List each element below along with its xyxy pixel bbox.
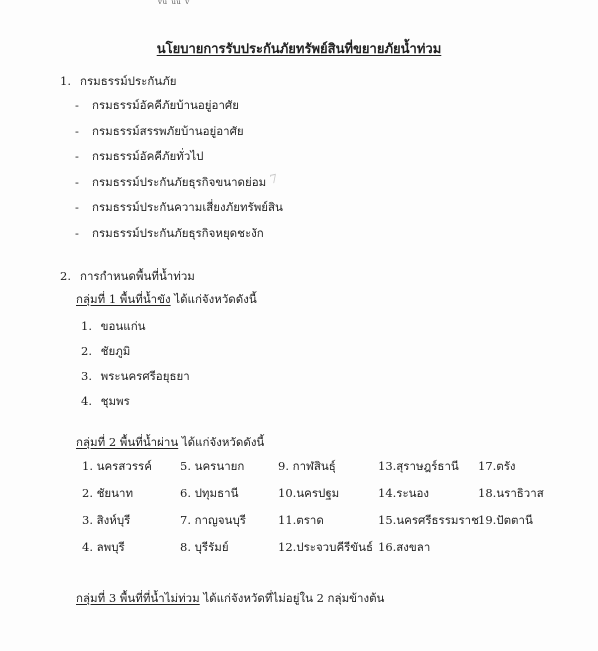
- grid-cell: 6. ปทุมธานี: [180, 486, 239, 500]
- grid-row: [82, 458, 552, 485]
- faint-mark: 7: [268, 171, 280, 187]
- grid-cell: 7. กาญจนบุรี: [180, 513, 246, 527]
- province-name: ชัยภูมิ: [100, 344, 131, 358]
- list-item-text: กรมธรรม์ประกันภัยธุรกิจขนาดย่อม: [92, 174, 267, 189]
- dash-marker: -: [75, 200, 79, 214]
- province-name: ขอนแก่น: [100, 319, 146, 333]
- dash-marker: -: [75, 149, 79, 163]
- grid-cell: 4. ลพบุรี: [82, 540, 125, 554]
- grid-cell: 2. ชัยนาท: [82, 486, 134, 500]
- grid-cell: 13.สุราษฎร์ธานี: [378, 459, 459, 473]
- section-1-number: 1.: [60, 74, 71, 88]
- group-2-province-grid: [82, 458, 552, 566]
- grid-cell: 10.นครปฐม: [278, 486, 340, 500]
- list-item: [81, 393, 190, 418]
- grid-cell: 12.ประจวบคีรีขันธ์: [278, 540, 374, 554]
- group-1-heading: [76, 291, 257, 309]
- group-2-label: กลุ่มที่ 2 พื้นที่น้ำผ่าน: [76, 435, 179, 449]
- group-1-province-list: [81, 318, 190, 418]
- grid-cell: 15.นครศรีธรรมราช: [378, 513, 479, 527]
- section-1-title: กรมธรรม์ประกันภัย: [80, 74, 177, 88]
- grid-cell: 8. บุรีรัมย์: [180, 540, 229, 554]
- list-item: [75, 123, 283, 149]
- section-2-number: 2.: [60, 269, 71, 283]
- list-number: 2.: [81, 344, 92, 358]
- grid-cell: 17.ตรัง: [478, 459, 516, 473]
- grid-cell: 14.ระนอง: [378, 486, 430, 500]
- grid-cell: 18.นราธิวาส: [478, 486, 544, 500]
- section-2-title: การกำหนดพื้นที่น้ำท่วม: [80, 269, 195, 283]
- dash-marker: -: [75, 123, 79, 138]
- grid-cell: 11.ตราด: [278, 513, 324, 527]
- dash-marker: -: [75, 98, 79, 112]
- group-3-label: กลุ่มที่ 3 พื้นที่ที่น้ำไม่ท่วม: [76, 591, 200, 605]
- list-item-text: กรมธรรม์สรรพภัยบ้านอยู่อาศัย: [92, 123, 244, 138]
- grid-cell: 5. นครนายก: [180, 459, 245, 473]
- list-number: 1.: [81, 319, 92, 333]
- list-item-text: กรมธรรม์ประกันภัยธุรกิจหยุดชะงัก: [92, 225, 264, 240]
- list-number: 4.: [81, 394, 92, 408]
- grid-cell: 3. สิงห์บุรี: [82, 513, 131, 527]
- group-2-heading: [76, 434, 264, 452]
- province-name: ชุมพร: [100, 394, 130, 408]
- group-3-heading: [76, 590, 384, 608]
- group-1-desc: ได้แก่จังหวัดดังนี้: [170, 292, 257, 306]
- grid-row: [82, 539, 552, 566]
- grid-cell: 19.ปัตตานี: [478, 513, 533, 527]
- grid-cell: 9. กาฬสินธุ์: [278, 459, 336, 473]
- grid-row: [82, 512, 552, 539]
- group-2-desc: ได้แก่จังหวัดดังนี้: [178, 435, 265, 449]
- section-1-heading: [60, 73, 176, 91]
- list-item: [81, 318, 190, 343]
- policy-list: [75, 97, 283, 250]
- group-1-label: กลุ่มที่ 1 พื้นที่น้ำขัง: [76, 292, 171, 306]
- section-2-heading: [60, 268, 195, 286]
- grid-cell: 16.สงขลา: [378, 540, 431, 554]
- list-item: [75, 97, 283, 123]
- dash-marker: -: [75, 174, 79, 189]
- province-name: พระนครศรีอยุธยา: [100, 369, 190, 383]
- cropped-header-fragment: ᵥᵤ ᵤᵤ ᵥ: [158, 0, 190, 7]
- list-item: [81, 343, 190, 368]
- list-number: 3.: [81, 369, 92, 383]
- list-item: [75, 225, 283, 251]
- list-item: [75, 148, 283, 174]
- list-item: [75, 174, 283, 200]
- list-item-text: กรมธรรม์อัคคีภัยบ้านอยู่อาศัย: [92, 98, 239, 112]
- group-3-desc: ได้แก่จังหวัดที่ไม่อยู่ใน 2 กลุ่มข้างต้น: [199, 591, 385, 605]
- dash-marker: -: [75, 225, 79, 240]
- list-item: [75, 199, 283, 225]
- document-title: นโยบายการรับประกันภัยทรัพย์สินที่ขยายภัยน้ำท่วม: [156, 42, 442, 57]
- grid-row: [82, 485, 552, 512]
- grid-cell: 1. นครสวรรค์: [82, 459, 152, 473]
- list-item: [81, 368, 190, 393]
- list-item-text: กรมธรรม์ประกันความเสี่ยงภัยทรัพย์สิน: [92, 200, 283, 214]
- list-item-text: กรมธรรม์อัคคีภัยทั่วไป: [92, 149, 204, 163]
